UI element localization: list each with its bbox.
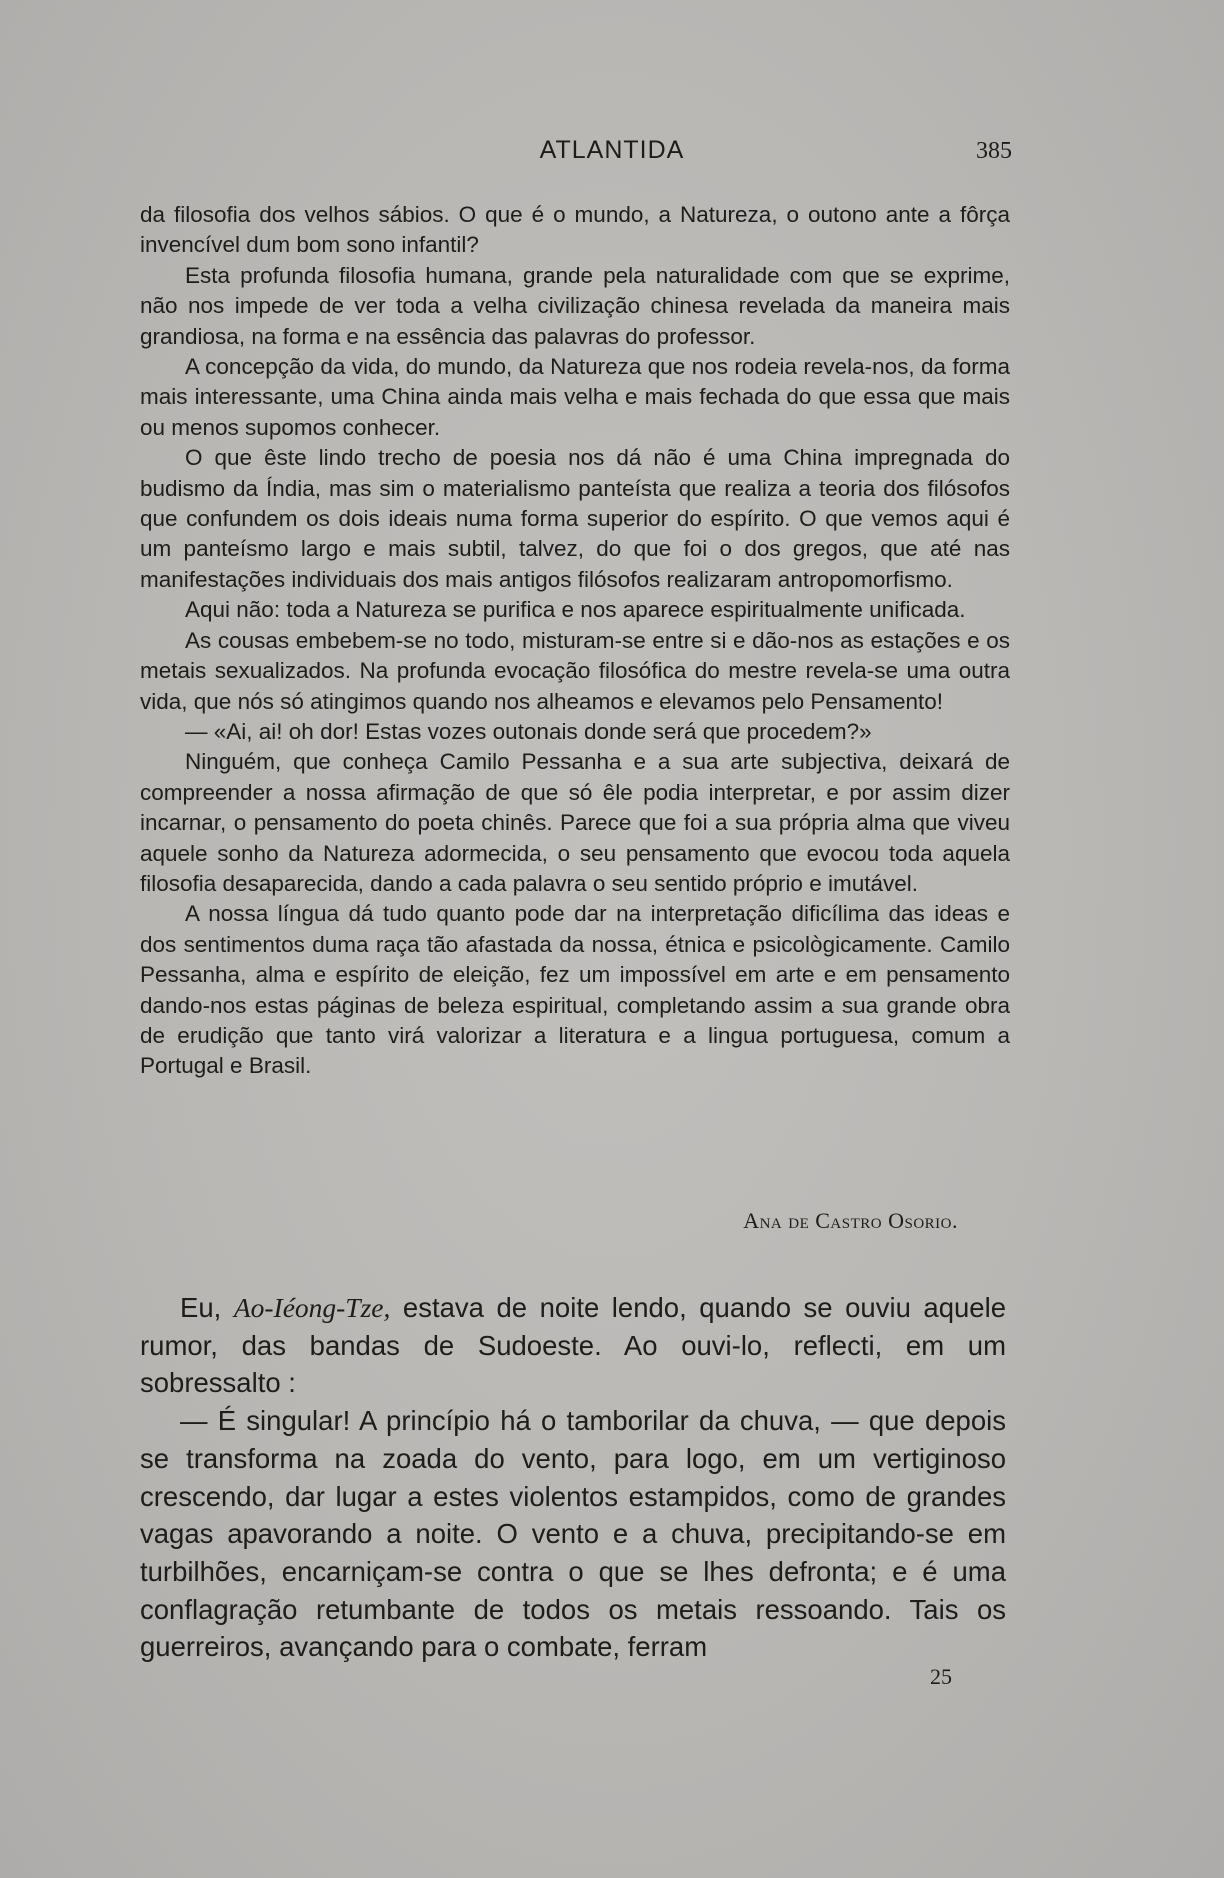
essay-paragraph: As cousas embebem-se no todo, misturam-se entre si e dão-nos as estações e os metais sexualizados. Na profunda evocação filosófica do mestre revela-se uma outra vida, que nós só atingimos quando nos alheamos e elevamos pelo Pensamento! — [140, 627, 1010, 714]
essay-paragraph: O que êste lindo trecho de poesia nos dá não é uma China impregnada do budismo da Índia, mas sim o materialismo panteísta que realiza a teoria dos filósofos que confundem os dois ideais numa forma superior do espírito. O que vemos aqui é um panteísmo largo e mais subtil, talvez, do que foi o dos gregos, que até nas manifestações individuais dos mais antigos filósofos realizaram antropomorfismo. — [140, 445, 1010, 592]
translation-text — [140, 1289, 1006, 1666]
essay-text — [140, 200, 1010, 1082]
sheet-number: 25 — [930, 1664, 952, 1689]
essay-paragraph: A nossa língua dá tudo quanto pode dar na interpretação dificílima das ideas e dos sentimentos duma raça tão afastada da nossa, étnica e psicològicamente. Camilo Pessanha, alma e espírito de eleição, fez um impossível em arte e em pensamento dando-nos estas páginas de beleza espiritual, completando assim a sua grande obra de erudição que tanto virá valorizar a literatura e a lingua portuguesa, comum a Portugal e Brasil. — [140, 901, 1010, 1079]
translation-intro: Eu, — [180, 1292, 234, 1323]
author-signature: Ana de Castro Osorio. — [743, 1208, 958, 1233]
page-header — [0, 136, 1224, 170]
running-title: ATLANTIDA — [539, 136, 685, 164]
essay-paragraph: A concepção da vida, do mundo, da Natureza que nos rodeia revela-nos, da forma mais interessante, uma China ainda mais velha e mais fechada do que essa que mais ou menos supomos conhecer. — [140, 354, 1010, 440]
essay-paragraph: da filosofia dos velhos sábios. O que é o mundo, a Natureza, o outono ante a fôrça invencível dum bom sono infantil? — [140, 202, 1010, 258]
essay-paragraph: Ninguém, que conheça Camilo Pessanha e a sua arte subjectiva, deixará de compreender a nossa afirmação de que só êle podia interpretar, e por assim dizer incarnar, o pensamento do poeta chinês. Parece que foi a sua própria alma que viveu aquele sonho da Natureza adormecida, o seu pensamento que evocou toda aquela filosofia desaparecida, dando a cada palavra o seu sentido próprio e imutável. — [140, 749, 1010, 896]
author-name: Ao-Iéong-Tze, — [233, 1292, 391, 1323]
translation-paragraph — [140, 1289, 1006, 1402]
essay-paragraph: Aqui não: toda a Natureza se purifica e nos aparece espiritualmente unificada. — [185, 597, 966, 623]
page-number: 385 — [976, 138, 1012, 164]
essay-quote: — «Ai, ai! oh dor! Estas vozes outonais donde será que procedem?» — [185, 718, 872, 744]
translation-paragraph: — É singular! A princípio há o tamborilar da chuva, — que depois se transforma na zoada do vento, para logo, em um vertiginoso crescendo, dar lugar a estes violentos estampidos, como de grandes vagas apavorando a noite. O vento e a chuva, precipitando-se em turbilhões, encarniçam-se contra o que se lhes defronta; e é uma conflagração retumbante de todos os metais ressoando. Tais os guerreiros, avançando para o combate, ferram — [140, 1405, 1006, 1663]
translation-continuation: estava de noite lendo, quando se ouviu aquele rumor, das bandas de Sudoeste. Ao ouvi-lo, reflecti, em um sobressalto : — [140, 1292, 1006, 1399]
essay-paragraph: Esta profunda filosofia humana, grande pela naturalidade com que se exprime, não nos impede de ver toda a velha civilização chinesa revelada da maneira mais grandiosa, na forma e na essência das palavras do professor. — [140, 262, 1010, 349]
